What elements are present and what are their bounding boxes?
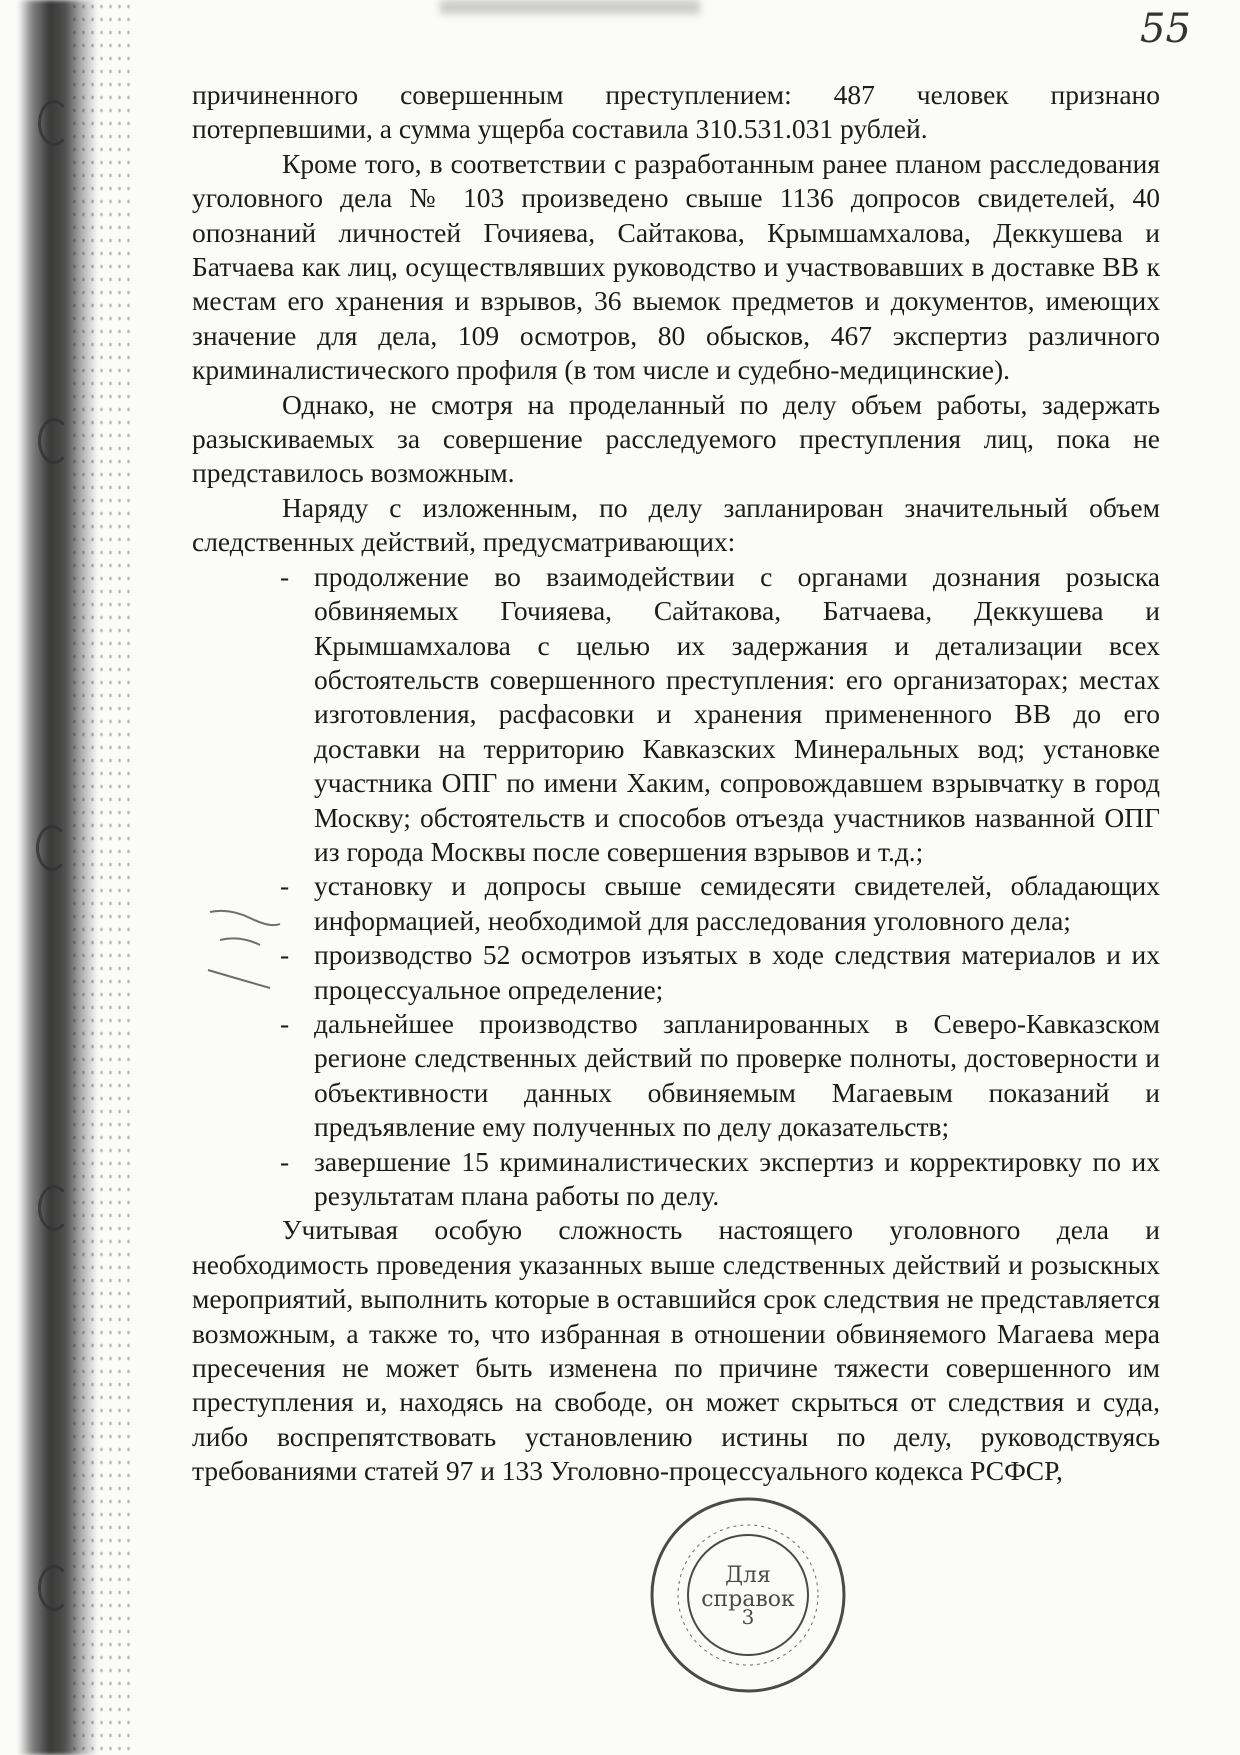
punch-hole-mark [38, 418, 70, 464]
list-item [192, 938, 1160, 1007]
list-item-text: завершение 15 криминалистических экспертиз и корректировку по их результатам плана работы по делу. [314, 1145, 1160, 1211]
list-item-text: установку и допросы свыше семидесяти свидетелей, обладающих информацией, необходимой для расследования уголовного дела; [314, 870, 1160, 936]
paragraph: причиненного совершенным преступлением: 487 человек признано потерпевшими, а сумма ущерба составила 310.531.031 рублей. [192, 79, 1160, 145]
list-item [192, 1145, 1160, 1214]
punch-hole-mark [38, 1185, 70, 1231]
paragraph: Наряду с изложенным, по делу запланирован значительный объем следственных действий, предусматривающих: [192, 491, 1160, 558]
list-item-text: дальнейшее производство запланированных в Северо-Кавказском регионе следственных действий по проверке полноты, достоверности и объективности данных обвиняемым Магаевым показаний и предъявление ему полученных по делу доказательств; [314, 1007, 1160, 1143]
planned-actions-list [192, 560, 1160, 1214]
scan-margin-noise [70, 0, 130, 1755]
punch-hole-mark [38, 1565, 70, 1611]
punch-hole-mark [36, 825, 68, 871]
office-stamp [645, 1492, 851, 1698]
list-bullet: - [280, 939, 290, 971]
stamp-text: Для справок [701, 1563, 795, 1612]
stamp-number: 3 [741, 1605, 755, 1629]
list-bullet: - [280, 1145, 290, 1177]
list-item [192, 1007, 1160, 1145]
punch-hole-mark [38, 100, 70, 146]
list-item-text: продолжение во взаимодействии с органами дознания розыска обвиняемых Гочияева, Сайтакова, Батчаева, Деккушева и Крымшамхалова с целью их задержания и детализации всех обстоятельств совершенного преступления: его организаторах; местах изготовления, расфасовки и хранения примененного ВВ до его доставки на территорию Кавказских Минеральных вод; установке участника ОПГ по имени Хаким, сопровождавшем взрывчатку в город Москву; обстоятельств и способов отъезда участников названной ОПГ из города Москвы после совершения взрывов и т.д.; [314, 560, 1160, 867]
list-bullet: - [280, 560, 290, 592]
document-body [192, 78, 1160, 1489]
page-number: 55 [1140, 6, 1191, 52]
list-bullet: - [280, 1007, 290, 1039]
list-item-text: производство 52 осмотров изъятых в ходе следствия материалов и их процессуальное определение; [314, 939, 1160, 1005]
list-item [192, 560, 1160, 870]
list-bullet: - [280, 870, 290, 902]
paragraph: Кроме того, в соответствии с разработанным ранее планом расследования уголовного дела № 103 произведено свыше 1136 допросов свидетелей, 40 опознаний личностей Гочияева, Сайтакова, Крымшамхалова, Деккушева и Батчаева как лиц, осуществлявших руководство и участвовавших в доставке ВВ к местам его хранения и взрывов, 36 выемок предметов и документов, имеющих значение для дела, 109 осмотров, 80 обысков, 467 экспертиз различного криминалистического профиля (в том числе и судебно-медицинские). [192, 147, 1160, 386]
scan-header-smudge [440, 0, 700, 14]
closing-paragraph: Учитывая особую сложность настоящего уголовного дела и необходимость проведения указанных выше следственных действий и розыскных мероприятий, выполнить которые в оставшийся срок следствия не представляется возможным, а также то, что избранная в отношении обвиняемого Магаева мера пресечения не может быть изменена по причине тяжести совершенного им преступления и, находясь на свободе, он может скрыться от следствия и суда, либо воспрепятствовать установлению истины по делу, руководствуясь требованиями статей 97 и 133 Уголовно-процессуального кодекса РСФСР, [192, 1214, 1160, 1487]
list-item [192, 869, 1160, 938]
paragraph: Однако, не смотря на проделанный по делу объем работы, задержать разыскиваемых за совершение расследуемого преступления лиц, пока не представилось возможным. [192, 388, 1160, 489]
pen-scratch-mark [200, 900, 290, 1010]
